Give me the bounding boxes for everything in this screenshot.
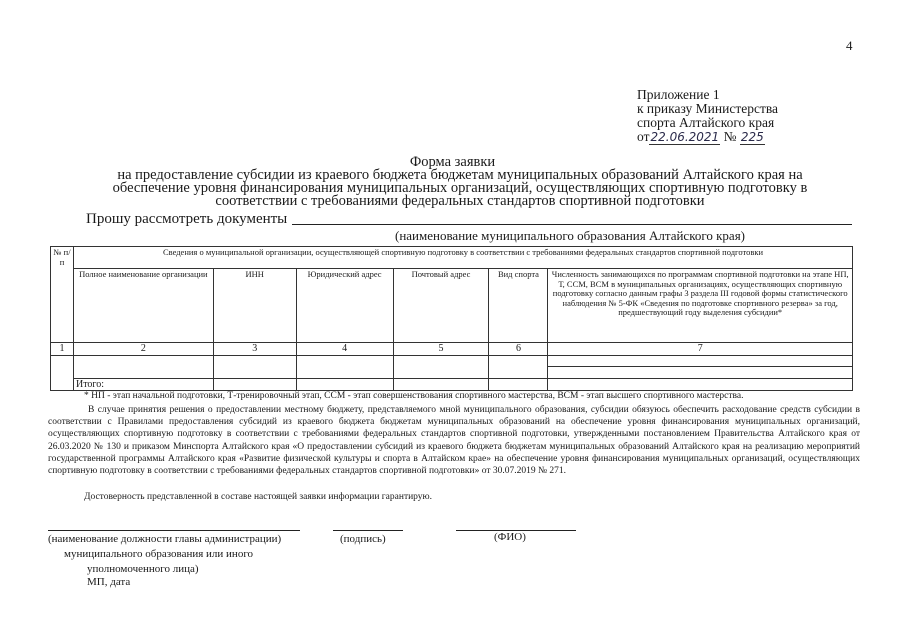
- table-cell[interactable]: [213, 355, 296, 378]
- request-text: Прошу рассмотреть документы: [86, 211, 288, 227]
- col-participants-header: Численность занимающихся по программам спортивной подготовки на этапе НП, Т, ССМ, ВСМ в муниципальных организациях, осуществляющих спортивную подготовку согласно данным графы 3 раздела III годовой формы статистического наблюдения № 5-ФК «Сведения по подготовке спортивного резерва» за год, предшествующий году выделения субсидии*: [548, 269, 853, 343]
- municipality-caption: (наименование муниципального образования Алтайского края): [395, 228, 746, 243]
- column-number: 7: [548, 343, 853, 356]
- total-label: Итого:: [73, 378, 213, 391]
- organizations-table: [50, 246, 853, 391]
- table-cell[interactable]: [489, 378, 548, 391]
- appendix-line-1: Приложение 1: [637, 87, 720, 102]
- position-caption-line-3: уполномоченного лица): [87, 563, 199, 575]
- table-cell[interactable]: [51, 355, 74, 391]
- stamp-date-caption: МП, дата: [87, 576, 131, 588]
- column-number: 3: [213, 343, 296, 356]
- table-cell[interactable]: [548, 355, 853, 366]
- municipality-fill-line[interactable]: [292, 224, 852, 225]
- column-number: 4: [296, 343, 393, 356]
- date-prefix: от: [637, 129, 650, 144]
- table-cell[interactable]: [548, 366, 853, 378]
- page-number: 4: [846, 38, 853, 53]
- position-caption-line-1: (наименование должности главы администрации): [48, 533, 282, 545]
- column-number: 5: [393, 343, 489, 356]
- form-title: Форма заявки: [409, 154, 496, 170]
- table-cell[interactable]: [213, 378, 296, 391]
- signature-caption: (подпись): [340, 533, 386, 545]
- table-cell[interactable]: [73, 355, 213, 378]
- group-header: Сведения о муниципальной организации, осуществляющей спортивную подготовку в соответствии с требованиями федеральных стандартов спортивной подготовки: [73, 247, 852, 269]
- appendix-line-3: спорта Алтайского края: [637, 115, 775, 130]
- col-number-header: № п/п: [51, 247, 74, 343]
- position-caption-line-2: муниципального образования или иного: [64, 548, 254, 560]
- table-row: [51, 355, 853, 366]
- appendix-line-2: к приказу Министерства: [637, 101, 779, 116]
- obligation-paragraph: В случае принятия решения о предоставлении местному бюджету, представляемого мной муниципального образования, субсидии обязуюсь обеспечить расходование средств субсидии в соответствии с Правилами предоставления субсидий из краевого бюджета бюджетам муниципальных образований на обеспечение уровня финансирования муниципальных организаций, осуществляющих спортивную подготовку в соответствии с требованиями федеральных стандартов спортивной подготовки, утвержденными постановлением Правительства Алтайского края от 26.03.2020 № 130 и приказом Минспорта Алтайского края «О предоставлении субсидий из краевого бюджета бюджетам муниципальных образований Алтайского края на реализацию мероприятий государственной программы Алтайского края «Развитие физической культуры и спорта в Алтайском крае» на обеспечение уровня финансирования муниципальных организаций, осуществляющих спортивную подготовку в соответствии с требованиями федеральных стандартов спортивной подготовки» от 30.07.2019 № 271.: [48, 405, 860, 477]
- column-number: 1: [51, 343, 74, 356]
- col-inn-header: ИНН: [213, 269, 296, 343]
- appendix-date-row: [637, 130, 778, 144]
- table-cell[interactable]: [296, 355, 393, 378]
- guarantee-statement: Достоверность представленной в составе настоящей заявки информации гарантирую.: [84, 492, 433, 502]
- table-cell[interactable]: [393, 378, 489, 391]
- col-sport-header: Вид спорта: [489, 269, 548, 343]
- appendix-header: [637, 88, 778, 144]
- subtitle-line-1: на предоставление субсидии из краевого бюджета бюджетам муниципальных образований Алтайского края на: [117, 167, 803, 183]
- name-caption: (ФИО): [494, 531, 526, 543]
- position-signature-line[interactable]: [48, 530, 300, 531]
- table-cell[interactable]: [296, 378, 393, 391]
- handwritten-number: 225: [740, 130, 764, 144]
- col-org-name-header: Полное наименование организации: [73, 269, 213, 343]
- footnote: * НП - этап начальной подготовки, Т-тренировочный этап, ССМ - этап совершенствования спортивного мастерства, ВСМ - этап высшего спортивного мастерства.: [84, 391, 744, 401]
- subtitle-line-3: соответствии с требованиями федеральных стандартов спортивной подготовки: [215, 193, 705, 209]
- table-cell[interactable]: [393, 355, 489, 378]
- handwritten-date: 22.06.2021: [650, 130, 720, 144]
- signature-line[interactable]: [333, 530, 403, 531]
- number-prefix: №: [723, 129, 737, 144]
- table-cell[interactable]: [489, 355, 548, 378]
- table-cell[interactable]: [548, 378, 853, 391]
- column-number: 6: [489, 343, 548, 356]
- col-postal-address-header: Почтовый адрес: [393, 269, 489, 343]
- form-subtitle: [60, 169, 860, 208]
- subtitle-line-2: обеспечение уровня финансирования муниципальных организаций, осуществляющих спортивную подготовку в: [112, 180, 808, 196]
- column-number: 2: [73, 343, 213, 356]
- total-row: [51, 378, 853, 391]
- col-legal-address-header: Юридический адрес: [296, 269, 393, 343]
